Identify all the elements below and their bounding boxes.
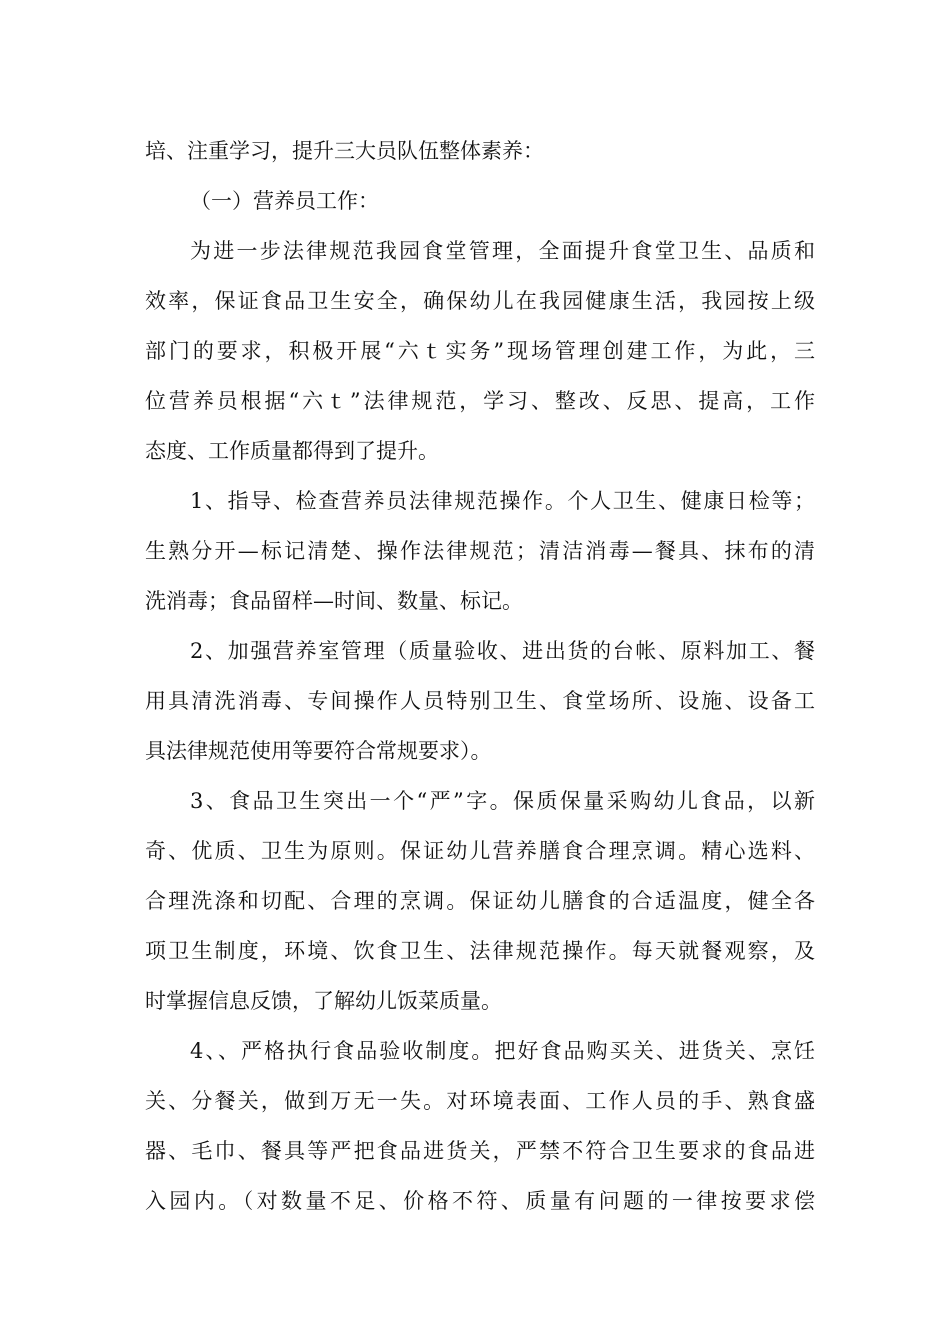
list-item-1-line: 1、指导、检查营养员法律规范操作。个人卫生、健康日检等； — [190, 489, 815, 513]
paragraph-line: 部门的要求，积极开展“六ｔ实务”现场管理创建工作，为此，三 — [145, 339, 815, 363]
list-item-3-line: 3、食品卫生突出一个“严”字。保质保量采购幼儿食品，以新 — [190, 789, 815, 813]
list-item-3-line: 合理洗涤和切配、合理的烹调。保证幼儿膳食的合适温度，健全各 — [145, 889, 815, 913]
list-item-4-line: 器、毛巾、餐具等严把食品进货关，严禁不符合卫生要求的食品进 — [145, 1139, 815, 1163]
paragraph-line: 位营养员根据“六ｔ”法律规范，学习、整改、反思、提高，工作 — [145, 389, 815, 413]
list-item-1-line: 生熟分开—标记清楚、操作法律规范；清洁消毒—餐具、抹布的清 — [145, 539, 815, 563]
paragraph-line: 培、注重学习，提升三大员队伍整体素养： — [145, 139, 544, 163]
list-item-2-line: 2、加强营养室管理（质量验收、进出货的台帐、原料加工、餐 — [190, 639, 815, 663]
paragraph-line: 为进一步法律规范我园食堂管理，全面提升食堂卫生、品质和 — [190, 239, 815, 263]
list-item-3-line: 奇、优质、卫生为原则。保证幼儿营养膳食合理烹调。精心选料、 — [145, 839, 815, 863]
list-item-3-line: 项卫生制度，环境、饮食卫生、法律规范操作。每天就餐观察，及 — [145, 939, 815, 963]
paragraph-line: 效率，保证食品卫生安全，确保幼儿在我园健康生活，我园按上级 — [145, 289, 815, 313]
list-item-1-line: 洗消毒；食品留样—时间、数量、标记。 — [145, 589, 523, 613]
list-item-4-line: 4、、严格执行食品验收制度。把好食品购买关、进货关、烹饪 — [190, 1039, 815, 1063]
list-item-2-line: 用具清洗消毒、专间操作人员特别卫生、食堂场所、设施、设备工 — [145, 689, 815, 713]
list-item-3-line: 时掌握信息反馈，了解幼儿饭菜质量。 — [145, 989, 502, 1013]
list-item-2-line: 具法律规范使用等要符合常规要求）。 — [145, 739, 492, 763]
section-heading: （一）营养员工作： — [190, 189, 379, 213]
list-item-4-line: 关、分餐关，做到万无一失。对环境表面、工作人员的手、熟食盛 — [145, 1089, 815, 1113]
paragraph-line: 态度、工作质量都得到了提升。 — [145, 439, 439, 463]
list-item-4-line: 入园内。（对数量不足、价格不符、质量有问题的一律按要求偿 — [145, 1189, 815, 1213]
